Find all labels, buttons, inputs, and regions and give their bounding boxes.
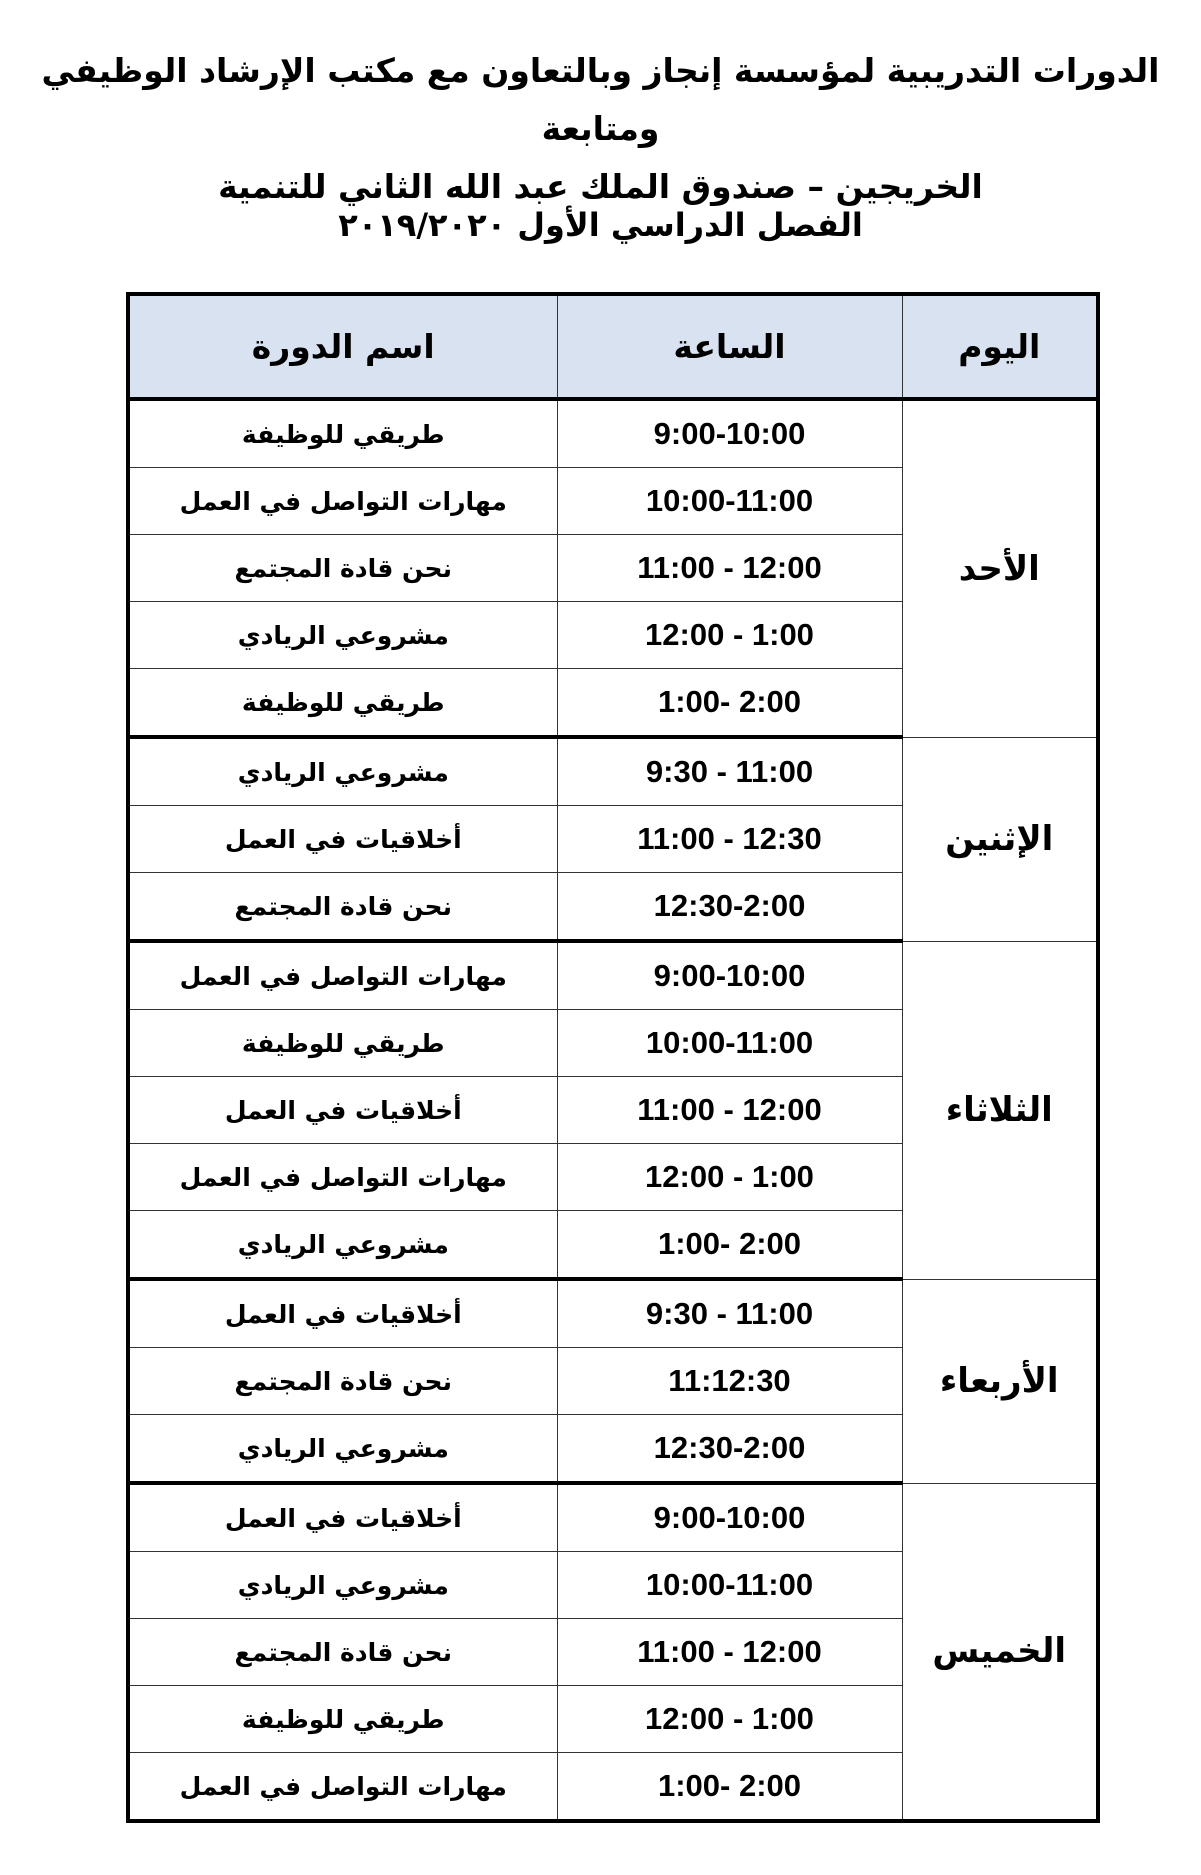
time-cell: 11:12:30 <box>557 1348 902 1415</box>
table-row <box>128 941 1098 1010</box>
time-cell: 10:00-11:00 <box>557 1010 902 1077</box>
title-line-1: الدورات التدريبية لمؤسسة إنجاز وبالتعاون مع مكتب الإرشاد الوظيفي ومتابعة <box>41 51 1160 148</box>
day-cell: الثلاثاء <box>902 941 1098 1279</box>
time-cell: 12:00 - 1:00 <box>557 1686 902 1753</box>
course-cell: نحن قادة المجتمع <box>128 873 557 942</box>
time-cell: 1:00- 2:00 <box>557 669 902 738</box>
time-cell: 9:00-10:00 <box>557 941 902 1010</box>
time-cell: 1:00- 2:00 <box>557 1753 902 1822</box>
course-cell: مهارات التواصل في العمل <box>128 941 557 1010</box>
course-cell: طريقي للوظيفة <box>128 399 557 468</box>
header-day: اليوم <box>902 294 1098 399</box>
time-cell: 12:30-2:00 <box>557 1415 902 1484</box>
time-cell: 12:00 - 1:00 <box>557 602 902 669</box>
time-cell: 11:00 - 12:00 <box>557 1077 902 1144</box>
course-cell: مهارات التواصل في العمل <box>128 468 557 535</box>
table-row <box>128 399 1098 468</box>
day-cell: الإثنين <box>902 737 1098 941</box>
course-cell: أخلاقيات في العمل <box>128 806 557 873</box>
term-heading: الفصل الدراسي الأول ٢٠١٩/٢٠٢٠ <box>338 206 863 244</box>
schedule-table <box>126 292 1100 1823</box>
time-cell: 11:00 - 12:30 <box>557 806 902 873</box>
day-cell: الأحد <box>902 399 1098 737</box>
course-cell: نحن قادة المجتمع <box>128 1619 557 1686</box>
time-cell: 9:00-10:00 <box>557 1483 902 1552</box>
course-cell: أخلاقيات في العمل <box>128 1077 557 1144</box>
time-cell: 9:30 - 11:00 <box>557 1279 902 1348</box>
table-row <box>128 737 1098 806</box>
course-cell: مشروعي الريادي <box>128 737 557 806</box>
day-cell: الأربعاء <box>902 1279 1098 1483</box>
time-cell: 1:00- 2:00 <box>557 1211 902 1280</box>
time-cell: 10:00-11:00 <box>557 468 902 535</box>
day-cell: الخميس <box>902 1483 1098 1821</box>
time-cell: 12:30-2:00 <box>557 873 902 942</box>
course-cell: مشروعي الريادي <box>128 1552 557 1619</box>
time-cell: 12:00 - 1:00 <box>557 1144 902 1211</box>
course-cell: مشروعي الريادي <box>128 1415 557 1484</box>
course-cell: مهارات التواصل في العمل <box>128 1144 557 1211</box>
title-line-2: الخريجين – صندوق الملك عبد الله الثاني للتنمية <box>218 167 983 206</box>
course-cell: نحن قادة المجتمع <box>128 1348 557 1415</box>
time-cell: 11:00 - 12:00 <box>557 1619 902 1686</box>
course-cell: نحن قادة المجتمع <box>128 535 557 602</box>
time-cell: 11:00 - 12:00 <box>557 535 902 602</box>
course-cell: أخلاقيات في العمل <box>128 1279 557 1348</box>
time-cell: 9:30 - 11:00 <box>557 737 902 806</box>
time-cell: 10:00-11:00 <box>557 1552 902 1619</box>
course-cell: طريقي للوظيفة <box>128 1010 557 1077</box>
schedule-body <box>128 399 1098 1821</box>
time-cell: 9:00-10:00 <box>557 399 902 468</box>
course-cell: مشروعي الريادي <box>128 602 557 669</box>
course-cell: طريقي للوظيفة <box>128 669 557 738</box>
document-title <box>40 42 1161 216</box>
header-time: الساعة <box>557 294 902 399</box>
course-cell: مهارات التواصل في العمل <box>128 1753 557 1822</box>
table-row <box>128 1483 1098 1552</box>
header-row <box>128 294 1098 399</box>
table-row <box>128 1279 1098 1348</box>
header-course: اسم الدورة <box>128 294 557 399</box>
course-cell: مشروعي الريادي <box>128 1211 557 1280</box>
course-cell: طريقي للوظيفة <box>128 1686 557 1753</box>
course-cell: أخلاقيات في العمل <box>128 1483 557 1552</box>
